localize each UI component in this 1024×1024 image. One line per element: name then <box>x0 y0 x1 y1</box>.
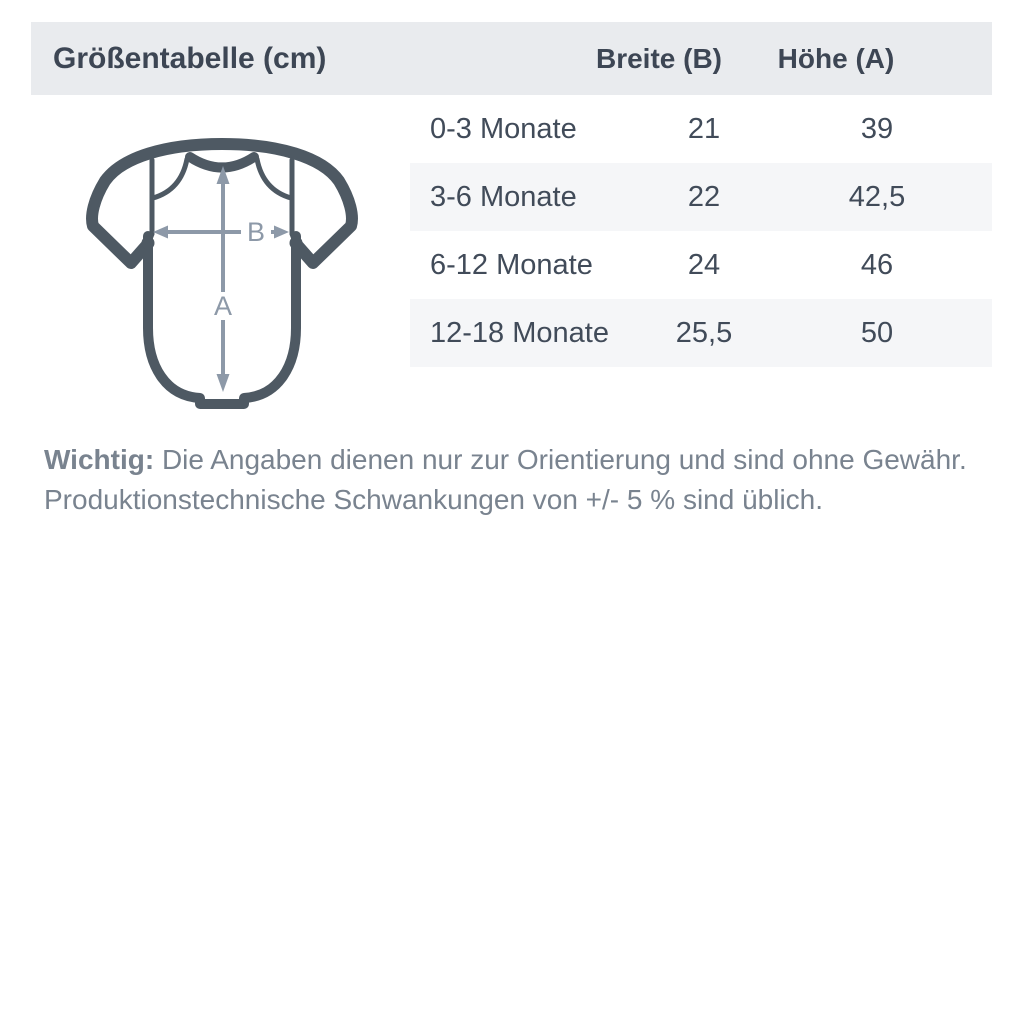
table-row <box>410 299 992 367</box>
table-row <box>410 231 992 299</box>
height-arrow <box>217 166 230 392</box>
width-value: 24 <box>687 249 721 281</box>
note-text-line2: Produktionstechnische Schwankungen von +/- 5 % sind üblich. <box>44 484 824 515</box>
size-label: 12-18 Monate <box>430 317 609 349</box>
size-label: 3-6 Monate <box>430 181 577 213</box>
table-row <box>410 95 992 163</box>
size-label: 0-3 Monate <box>430 113 577 145</box>
table-row <box>410 163 992 231</box>
height-value: 46 <box>860 249 894 281</box>
width-label: B <box>246 217 266 247</box>
column-header-height: Höhe (A) <box>777 43 895 74</box>
width-value: 25,5 <box>675 317 733 349</box>
width-value: 21 <box>687 113 721 145</box>
size-table <box>410 95 992 367</box>
baby-bodysuit-icon <box>60 120 380 420</box>
height-value: 42,5 <box>848 181 906 213</box>
width-value: 22 <box>687 181 721 213</box>
disclaimer-note <box>44 440 974 520</box>
bodysuit-measurement-diagram <box>60 120 380 420</box>
note-lead: Wichtig: <box>44 444 155 475</box>
page-title: Größentabelle (cm) <box>53 42 327 75</box>
size-label: 6-12 Monate <box>430 249 593 281</box>
table-header-bar <box>31 22 992 95</box>
height-value: 50 <box>860 317 894 349</box>
column-header-width: Breite (B) <box>595 43 723 74</box>
note-text-line1: Die Angaben dienen nur zur Orientierung und sind ohne Gewähr. <box>161 444 967 475</box>
height-label: A <box>213 291 233 321</box>
height-value: 39 <box>860 113 894 145</box>
